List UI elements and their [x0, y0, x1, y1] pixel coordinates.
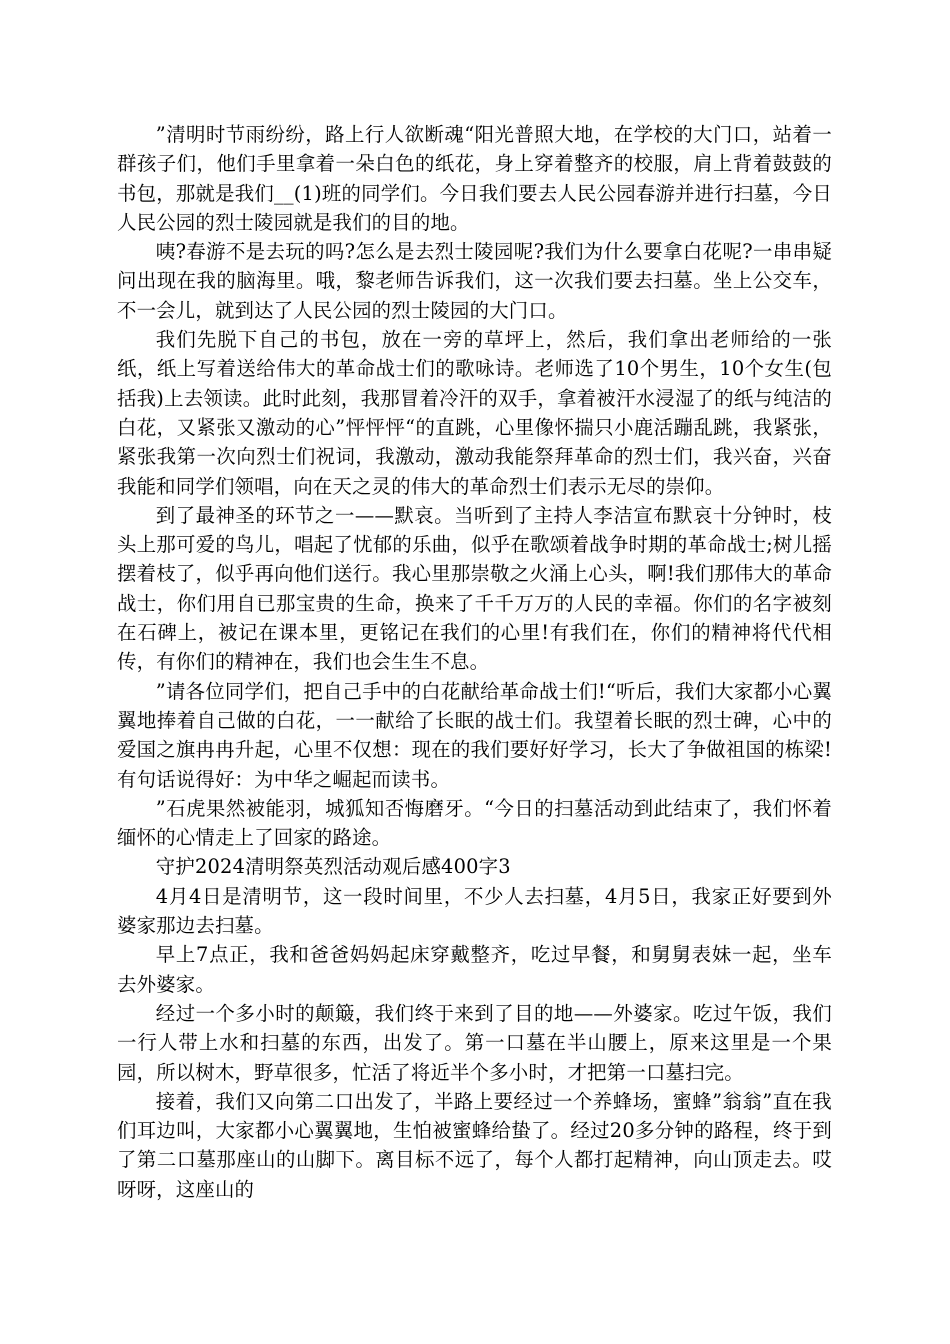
paragraph-silence: 到了最神圣的环节之一——默哀。当听到了主持人李洁宣布默哀十分钟时，枝头上那可爱的鸟儿，唱起了忧郁的乐曲，似乎在歌颂着战争时期的革命战士;树儿摇摆着枝了，似乎再向他们送行。我心里那崇敬之火涌上心头，啊!我们那伟大的革命战士，你们用自已那宝贵的生命，换来了千千万万的人民的幸福。你们的名字被刻在石碑上，被记在课本里，更铭记在我们的心里!有我们在，你们的精神将代代相传，有你们的精神在，我们也会生生不息。 [117, 503, 832, 674]
paragraph-first-tomb: 经过一个多小时的颠簸，我们终于来到了目的地——外婆家。吃过午饭，我们一行人带上水和扫墓的东西，出发了。第一口墓在半山腰上，原来这里是一个果园，所以树木，野草很多，忙活了将近半个多小时，才把第一口墓扫完。 [117, 1001, 832, 1084]
paragraph-morning: 早上7点正，我和爸爸妈妈起床穿戴整齐，吃过早餐，和舅舅表妹一起，坐车去外婆家。 [117, 943, 832, 996]
paragraph-qingming-intro: ”清明时节雨纷纷，路上行人欲断魂“阳光普照大地，在学校的大门口，站着一群孩子们，他们手里拿着一朵白色的纸花，身上穿着整齐的校服，肩上背着鼓鼓的书包，那就是我们__(1)班的同学们。今日我们要去人民公园春游并进行扫墓，今日人民公园的烈士陵园就是我们的目的地。 [117, 123, 832, 234]
paragraph-reading-poem: 我们先脱下自己的书包，放在一旁的草坪上，然后，我们拿出老师给的一张纸，纸上写着送给伟大的革命战士们的歌咏诗。老师选了10个男生，10个女生(包括我)上去领读。此时此刻，我那冒着冷汗的双手，拿着被汗水浸湿了的纸与纯洁的白花，又紧张又激动的心”怦怦怦“的直跳，心里像怀揣只小鹿活蹦乱跳，我紧张，紧张我第一次向烈士们祝词，我激动，激动我能祭拜革命的烈士们，我兴奋，兴奋我能和同学们领唱，向在天之灵的伟大的革命烈士们表示无尽的崇仰。 [117, 328, 832, 498]
paragraph-april-fourth: 4月4日是清明节，这一段时间里，不少人去扫墓，4月5日，我家正好要到外婆家那边去扫墓。 [117, 884, 832, 938]
document-page [117, 120, 832, 1204]
paragraph-ending: ”石虎果然被能羽，城狐知否悔磨牙。“今日的扫墓活动到此结束了，我们怀着缅怀的心情走上了回家的路途。 [117, 796, 832, 850]
paragraph-second-tomb: 接着，我们又向第二口出发了，半路上要经过一个养蜂场，蜜蜂”翁翁”直在我们耳边叫，大家都小心翼翼地，生怕被蜜蜂给蛰了。经过20多分钟的路程，终于到了第二口墓那座山的山脚下。离目标不远了，每个人都打起精神，向山顶走去。哎呀呀，这座山的 [117, 1089, 832, 1201]
paragraph-white-flowers: ”请各位同学们，把自己手中的白花献给革命战士们!“听后，我们大家都小心翼翼地捧着自己做的白花，一一献给了长眠的战士们。我望着长眠的烈士碑，心中的爱国之旗冉冉升起，心里不仅想：现在的我们要好好学习，长大了争做祖国的栋梁!有句话说得好：为中华之崛起而读书。 [117, 679, 832, 791]
section-heading: 守护2024清明祭英烈活动观后感400字3 [155, 855, 511, 879]
paragraph-questions: 咦?春游不是去玩的吗?怎么是去烈士陵园呢?我们为什么要拿白花呢?一串串疑问出现在我的脑海里。哦，黎老师告诉我们，这一次我们要去扫墓。坐上公交车，不一会儿，就到达了人民公园的烈士陵园的大门口。 [117, 240, 832, 322]
